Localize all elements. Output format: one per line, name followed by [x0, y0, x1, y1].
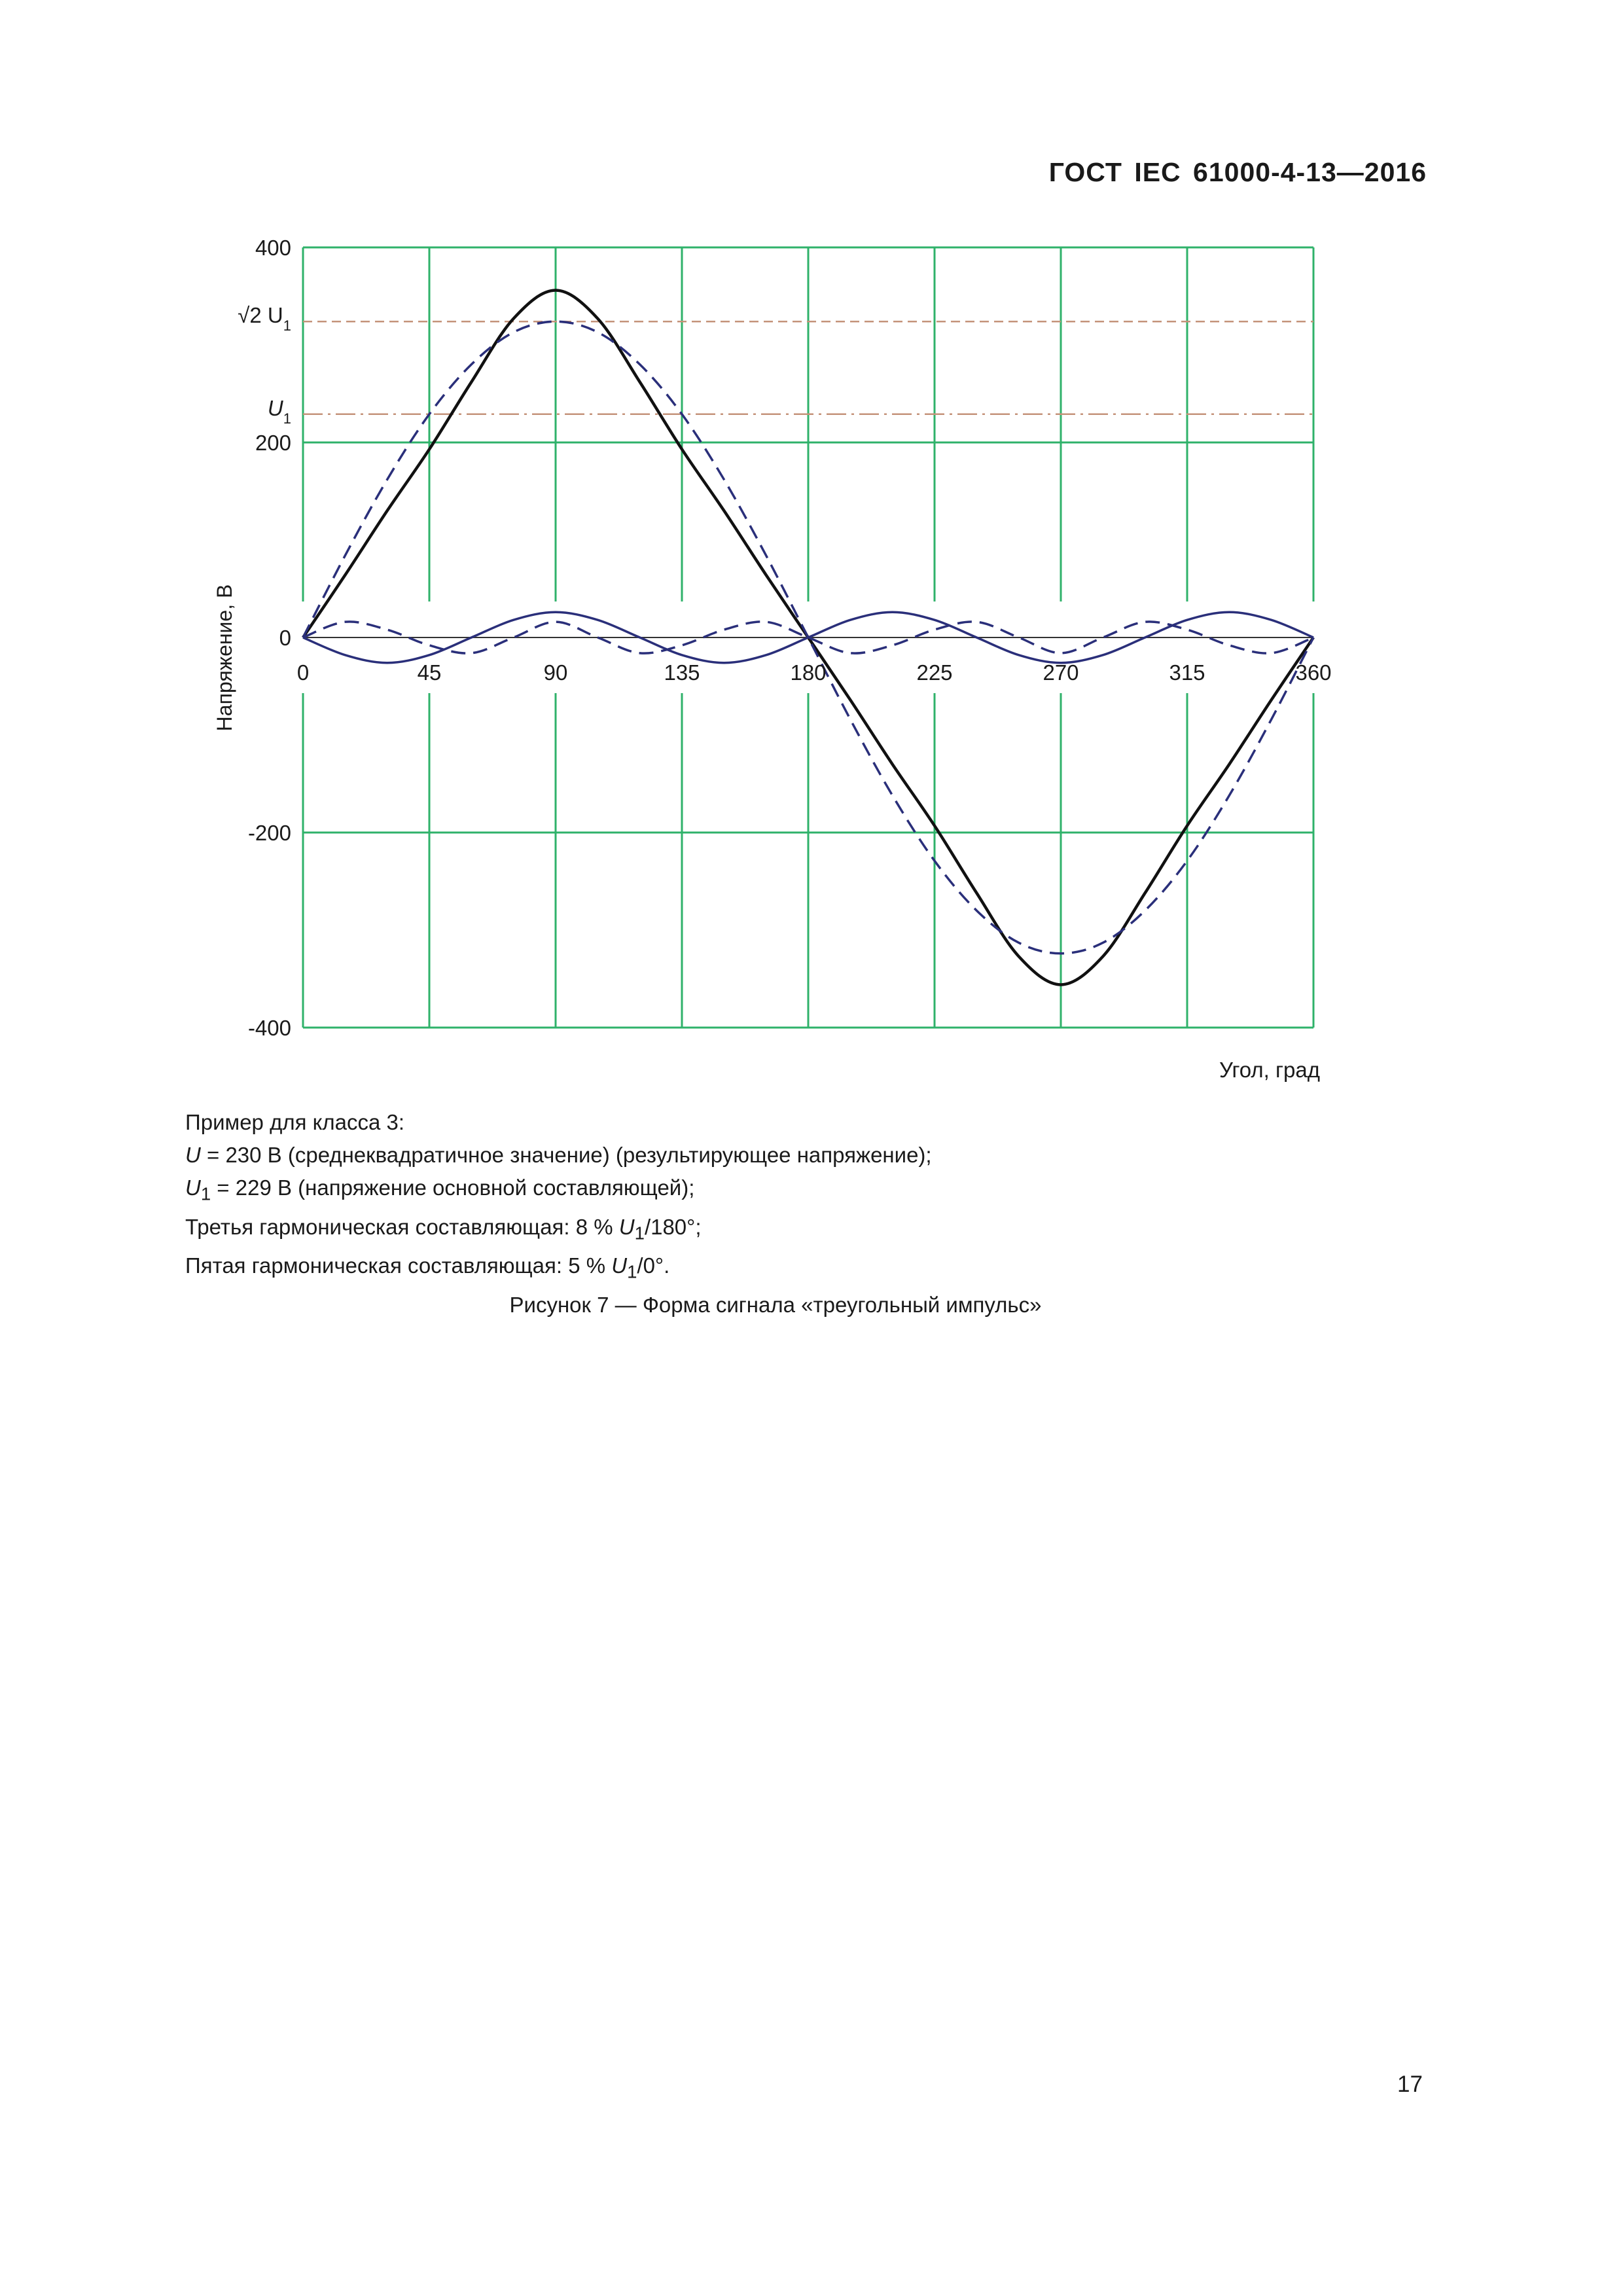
y-tick-label: 0 [279, 626, 291, 650]
x-axis-label: Угол, град [1219, 1058, 1320, 1082]
notes-line-fifth-harmonic: Пятая гармоническая составляющая: 5 % $U_1/0^\circ$. [185, 1253, 670, 1282]
x-tick-label: 360 [1295, 660, 1332, 685]
document-header: ГОСТ IEC 61000-4-13—2016 [1048, 157, 1427, 187]
notes-line-u: U = 230 В (среднеквадратичное значение) (результирующее напряжение); [185, 1143, 932, 1167]
x-tick-label: 270 [1043, 660, 1079, 685]
notes-line-third-harmonic: Третья гармоническая составляющая: 8 % $U_1/180^\circ$; [185, 1214, 702, 1244]
y-tick-label: -400 [247, 1016, 291, 1040]
chart [0, 0, 1623, 1113]
page-number: 17 [1397, 2072, 1423, 2097]
x-tick-label: 0 [296, 660, 310, 685]
x-tick-label: 225 [916, 660, 953, 685]
y-tick-label: 400 [255, 236, 291, 260]
notes-heading: Пример для класса 3: [185, 1110, 405, 1134]
x-tick-label: 315 [1169, 660, 1205, 685]
x-tick-label: 135 [664, 660, 700, 685]
reference-line-label: √2 $U_1$ [238, 303, 291, 334]
figure-caption: Рисунок 7 — Форма сигнала «треугольный импульс» [509, 1293, 1042, 1317]
x-tick-label: 45 [417, 660, 442, 685]
y-axis-label: Напряжение, В [213, 584, 236, 732]
notes-line-u1: $U_1 = 229$ В (напряжение основной составляющей); [185, 1175, 695, 1204]
y-tick-label: 200 [255, 431, 291, 455]
x-tick-label: 90 [543, 660, 568, 685]
reference-line-label: $U_1$ [267, 395, 291, 427]
x-tick-label: 180 [790, 660, 827, 685]
example-notes [185, 1106, 932, 1289]
y-tick-label: -200 [247, 821, 291, 845]
